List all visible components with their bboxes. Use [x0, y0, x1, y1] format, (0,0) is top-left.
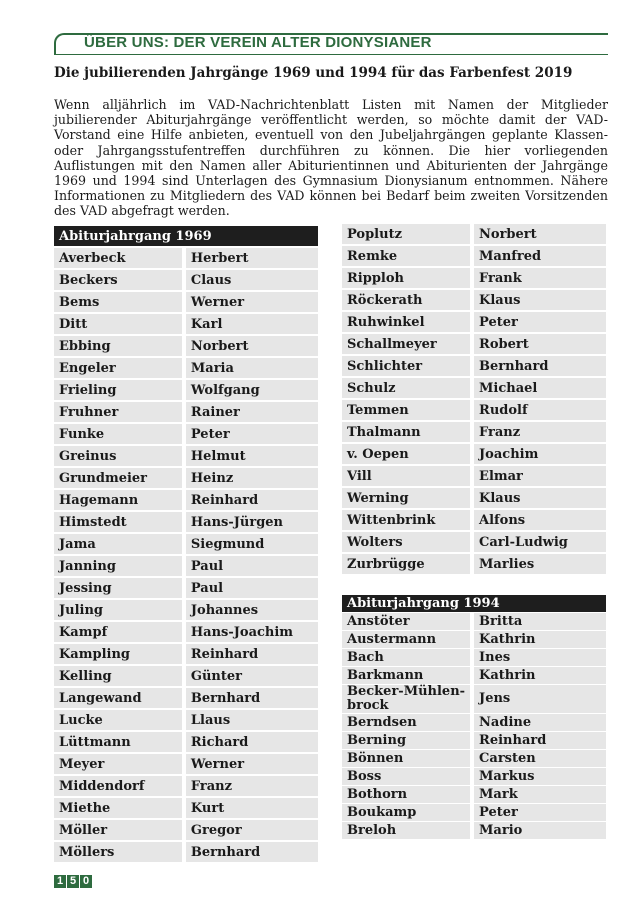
surname-cell: Himstedt	[54, 512, 182, 532]
surname-cell: Jama	[54, 534, 182, 554]
surname-cell: Janning	[54, 556, 182, 576]
table-row	[54, 622, 318, 642]
article-subtitle: Die jubilierenden Jahrgänge 1969 und 1994 für das Farbenfest 2019	[54, 65, 573, 81]
surname-cell: Wittenbrink	[342, 510, 470, 530]
firstname-cell: Reinhard	[186, 490, 318, 510]
firstname-cell: Alfons	[474, 510, 606, 530]
firstname-cell: Britta	[474, 613, 606, 630]
firstname-cell: Maria	[186, 358, 318, 378]
table-heading-row	[54, 226, 318, 246]
table-row	[342, 466, 606, 486]
table-row	[342, 714, 606, 731]
surname-cell: Hagemann	[54, 490, 182, 510]
surname-cell: Langewand	[54, 688, 182, 708]
table-heading-row	[342, 595, 606, 612]
firstname-cell: Gregor	[186, 820, 318, 840]
surname-cell: Zurbrügge	[342, 554, 470, 574]
firstname-cell: Paul	[186, 556, 318, 576]
table-heading: Abiturjahrgang 1994	[342, 595, 606, 612]
surname-cell: Ripploh	[342, 268, 470, 288]
firstname-cell: Paul	[186, 578, 318, 598]
firstname-cell: Nadine	[474, 714, 606, 731]
table-row	[342, 786, 606, 803]
surname-cell: Berning	[342, 732, 470, 749]
table-row	[54, 798, 318, 818]
table-row	[342, 488, 606, 508]
surname-cell: Middendorf	[54, 776, 182, 796]
table-row	[54, 842, 318, 862]
firstname-cell: Helmut	[186, 446, 318, 466]
firstname-cell: Bernhard	[186, 688, 318, 708]
firstname-cell: Hans-Joachim	[186, 622, 318, 642]
firstname-cell: Joachim	[474, 444, 606, 464]
table-row	[342, 356, 606, 376]
surname-cell: Schulz	[342, 378, 470, 398]
table-row	[54, 754, 318, 774]
table-row	[54, 776, 318, 796]
firstname-cell: Reinhard	[186, 644, 318, 664]
table-row	[54, 534, 318, 554]
table-row	[54, 336, 318, 356]
surname-cell: Grundmeier	[54, 468, 182, 488]
firstname-cell: Carsten	[474, 750, 606, 767]
firstname-cell: Werner	[186, 754, 318, 774]
firstname-cell: Norbert	[186, 336, 318, 356]
table-1969	[54, 224, 318, 864]
table-row	[54, 468, 318, 488]
table-row	[54, 270, 318, 290]
table-1969-continued	[342, 222, 606, 576]
surname-cell: Remke	[342, 246, 470, 266]
firstname-cell: Mario	[474, 822, 606, 839]
table-heading: Abiturjahrgang 1969	[54, 226, 318, 246]
table-row	[342, 768, 606, 785]
firstname-cell: Johannes	[186, 600, 318, 620]
table-row	[54, 402, 318, 422]
surname-cell: Juling	[54, 600, 182, 620]
surname-cell: Möller	[54, 820, 182, 840]
firstname-cell: Siegmund	[186, 534, 318, 554]
table-row	[342, 750, 606, 767]
table-row	[342, 378, 606, 398]
surname-cell: Bems	[54, 292, 182, 312]
surname-cell: Temmen	[342, 400, 470, 420]
surname-cell: Kampf	[54, 622, 182, 642]
table-row	[54, 688, 318, 708]
page-number	[54, 875, 92, 888]
table-row	[54, 380, 318, 400]
table-row	[342, 312, 606, 332]
table-row	[54, 644, 318, 664]
table-row	[342, 290, 606, 310]
table-row	[342, 400, 606, 420]
surname-cell: Lucke	[54, 710, 182, 730]
table-row	[342, 649, 606, 666]
table-row	[54, 314, 318, 334]
page-number-digit: 0	[80, 875, 92, 888]
table-row	[54, 292, 318, 312]
table-row	[342, 268, 606, 288]
firstname-cell: Bernhard	[474, 356, 606, 376]
surname-cell: Bönnen	[342, 750, 470, 767]
table-row	[342, 667, 606, 684]
surname-cell: Funke	[54, 424, 182, 444]
table-row	[54, 446, 318, 466]
firstname-cell: Franz	[186, 776, 318, 796]
firstname-cell: Wolfgang	[186, 380, 318, 400]
table-row	[342, 732, 606, 749]
surname-cell: Miethe	[54, 798, 182, 818]
surname-cell: Berndsen	[342, 714, 470, 731]
surname-cell: Barkmann	[342, 667, 470, 684]
surname-cell: Wolters	[342, 532, 470, 552]
section-header	[54, 33, 608, 55]
surname-cell: Ditt	[54, 314, 182, 334]
surname-cell: Beckers	[54, 270, 182, 290]
surname-cell: Frieling	[54, 380, 182, 400]
firstname-cell: Peter	[186, 424, 318, 444]
surname-cell: Vill	[342, 466, 470, 486]
table-row	[342, 334, 606, 354]
firstname-cell: Heinz	[186, 468, 318, 488]
firstname-cell: Klaus	[474, 290, 606, 310]
table-row	[342, 532, 606, 552]
firstname-cell: Peter	[474, 804, 606, 821]
firstname-cell: Markus	[474, 768, 606, 785]
firstname-cell: Michael	[474, 378, 606, 398]
section-title: ÜBER UNS: DER VEREIN ALTER DIONYSIANER	[84, 34, 432, 51]
table-row	[54, 666, 318, 686]
surname-cell: Schlichter	[342, 356, 470, 376]
firstname-cell: Norbert	[474, 224, 606, 244]
table-row	[342, 804, 606, 821]
table-row	[54, 600, 318, 620]
table-row	[342, 631, 606, 648]
surname-cell: Kelling	[54, 666, 182, 686]
firstname-cell: Günter	[186, 666, 318, 686]
firstname-cell: Karl	[186, 314, 318, 334]
table-row	[54, 490, 318, 510]
surname-cell: Fruhner	[54, 402, 182, 422]
table-row	[342, 822, 606, 839]
table-row	[54, 820, 318, 840]
table-row	[54, 424, 318, 444]
surname-cell: Meyer	[54, 754, 182, 774]
firstname-cell: Rudolf	[474, 400, 606, 420]
table-1994	[342, 594, 606, 840]
surname-cell: Werning	[342, 488, 470, 508]
surname-cell: Ruhwinkel	[342, 312, 470, 332]
firstname-cell: Llaus	[186, 710, 318, 730]
firstname-cell: Robert	[474, 334, 606, 354]
table-row	[342, 510, 606, 530]
surname-cell: Möllers	[54, 842, 182, 862]
firstname-cell: Franz	[474, 422, 606, 442]
surname-cell: Schallmeyer	[342, 334, 470, 354]
firstname-cell: Kathrin	[474, 667, 606, 684]
firstname-cell: Werner	[186, 292, 318, 312]
table-row	[54, 556, 318, 576]
firstname-cell: Frank	[474, 268, 606, 288]
firstname-cell: Klaus	[474, 488, 606, 508]
table-row	[54, 732, 318, 752]
firstname-cell: Hans-Jürgen	[186, 512, 318, 532]
surname-cell: Becker-Mühlen-brock	[342, 685, 470, 713]
surname-cell: Austermann	[342, 631, 470, 648]
surname-cell: Kampling	[54, 644, 182, 664]
table-row	[342, 224, 606, 244]
table-row	[54, 710, 318, 730]
surname-cell: Thalmann	[342, 422, 470, 442]
surname-cell: Boss	[342, 768, 470, 785]
firstname-cell: Bernhard	[186, 842, 318, 862]
surname-cell: Poplutz	[342, 224, 470, 244]
surname-cell: v. Oepen	[342, 444, 470, 464]
firstname-cell: Jens	[474, 685, 606, 713]
firstname-cell: Mark	[474, 786, 606, 803]
page-number-digit: 5	[67, 875, 79, 888]
intro-paragraph: Wenn alljährlich im VAD-Nachrichtenblatt Listen mit Namen der Mitglieder jubilierender Abiturjahrgänge veröffentlicht werden, so möchte damit der VAD-Vorstand eine Hilfe anbieten, eventuell von den Jubeljahrgängen geplante Klassen- oder Jahrgangsstufentreffen durchführen zu können. Die hier vorliegenden Auflistungen mit den Namen aller Abiturientinnen und Abiturienten der Jahrgänge 1969 und 1994 sind Unterlagen des Gymnasium Dionysianum entnommen. Nähere Informationen zu Mitgliedern des VAD können bei Bedarf beim zweiten Vorsitzenden des VAD abgefragt werden.	[54, 97, 608, 219]
table-row	[54, 512, 318, 532]
surname-cell: Anstöter	[342, 613, 470, 630]
firstname-cell: Rainer	[186, 402, 318, 422]
firstname-cell: Ines	[474, 649, 606, 666]
firstname-cell: Kurt	[186, 798, 318, 818]
firstname-cell: Herbert	[186, 248, 318, 268]
surname-cell: Ebbing	[54, 336, 182, 356]
table-row	[54, 248, 318, 268]
table-row	[342, 246, 606, 266]
surname-cell: Bothorn	[342, 786, 470, 803]
table-row	[54, 578, 318, 598]
firstname-cell: Claus	[186, 270, 318, 290]
surname-cell: Breloh	[342, 822, 470, 839]
table-row	[342, 422, 606, 442]
firstname-cell: Kathrin	[474, 631, 606, 648]
table-row	[342, 613, 606, 630]
firstname-cell: Manfred	[474, 246, 606, 266]
firstname-cell: Elmar	[474, 466, 606, 486]
surname-cell: Boukamp	[342, 804, 470, 821]
surname-cell: Engeler	[54, 358, 182, 378]
surname-cell: Bach	[342, 649, 470, 666]
firstname-cell: Marlies	[474, 554, 606, 574]
page-number-digit: 1	[54, 875, 66, 888]
firstname-cell: Reinhard	[474, 732, 606, 749]
firstname-cell: Richard	[186, 732, 318, 752]
surname-cell: Röckerath	[342, 290, 470, 310]
surname-cell: Jessing	[54, 578, 182, 598]
firstname-cell: Carl-Ludwig	[474, 532, 606, 552]
surname-cell: Greinus	[54, 446, 182, 466]
firstname-cell: Peter	[474, 312, 606, 332]
table-row	[54, 358, 318, 378]
table-row	[342, 685, 606, 713]
surname-cell: Averbeck	[54, 248, 182, 268]
table-row	[342, 444, 606, 464]
surname-cell: Lüttmann	[54, 732, 182, 752]
table-row	[342, 554, 606, 574]
